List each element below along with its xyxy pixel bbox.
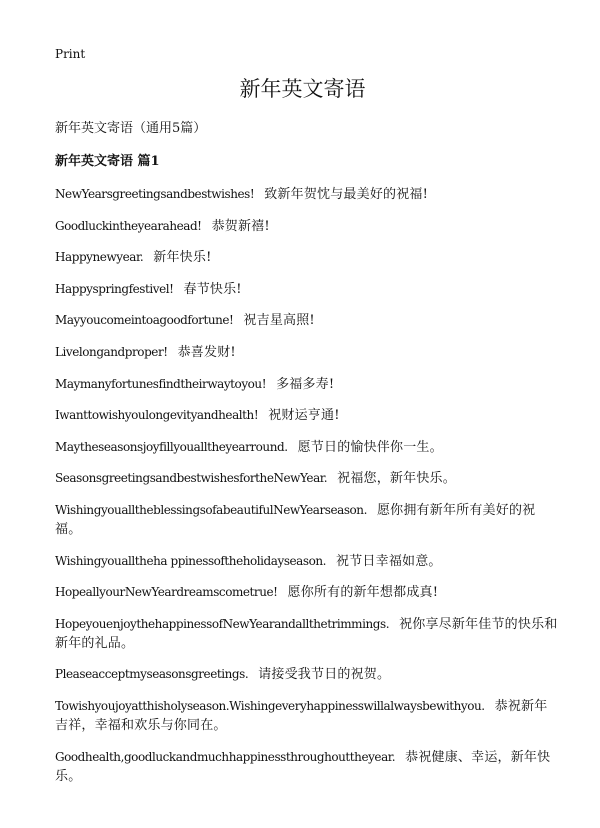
greeting-entry (55, 469, 560, 488)
greeting-chinese: 祝吉星高照! (243, 313, 315, 329)
greeting-entry (55, 665, 560, 684)
greeting-chinese: 春节快乐! (183, 281, 242, 297)
greeting-chinese: 祝你享尽新年佳节的快乐和新年的礼品。 (55, 616, 558, 651)
greeting-chinese: 新年快乐! (153, 250, 212, 266)
greeting-entry (55, 280, 560, 299)
greeting-chinese: 致新年贺忱与最美好的祝福! (264, 187, 429, 202)
greeting-entry (55, 375, 560, 394)
greeting-entry (55, 406, 560, 425)
greeting-chinese: 多福多寿! (276, 376, 335, 392)
greeting-english: HopeallyourNewYeardreamscometrue! (55, 585, 278, 600)
greeting-entry (55, 217, 560, 236)
greeting-english: Maytheseasonsjoyfillyoualltheyearround. (55, 439, 288, 454)
greeting-english: Wishingyoualltheha ppinessoftheholidayseason. (55, 553, 327, 568)
print-label: Print (55, 47, 86, 61)
greeting-english: Pleaseacceptmyseasonsgreetings. (55, 667, 249, 682)
greeting-english: NewYearsgreetingsandbestwishes! (55, 187, 255, 201)
greeting-chinese: 愿你所有的新年想都成真! (287, 585, 439, 601)
greeting-english: SeasonsgreetingsandbestwishesfortheNewYear. (55, 471, 328, 486)
greeting-english: Goodluckintheyearahead! (55, 218, 202, 233)
greeting-english: Maymanyfortunesfindtheirwaytoyou! (55, 376, 267, 391)
greetings-list (55, 185, 560, 786)
greeting-english: Goodhealth,goodluckandmuchhappinessthroughouttheyear. (55, 749, 396, 764)
greeting-chinese: 请接受我节日的祝贺。 (258, 667, 391, 683)
greeting-chinese: 祝节日幸福如意。 (336, 553, 442, 569)
greeting-english: Towishyoujoyatthisholyseason.Wishingeveryhappinesswillalwaysbewithyou. (55, 698, 485, 713)
greeting-chinese: 祝福您，新年快乐。 (337, 471, 456, 487)
greeting-chinese: 恭祝健康、幸运，新年快乐。 (55, 749, 551, 784)
greeting-entry (55, 248, 560, 267)
greeting-entry (55, 311, 560, 330)
greeting-entry (55, 615, 560, 653)
greeting-chinese: 恭喜发财! (177, 344, 236, 360)
section-heading: 新年英文寄语 篇1 (55, 154, 160, 169)
greeting-entry (55, 501, 560, 539)
greeting-english: Happynewyear. (55, 250, 144, 265)
document-subtitle: 新年英文寄语（通用5篇） (55, 121, 207, 136)
greeting-entry (55, 583, 560, 602)
greeting-entry (55, 438, 560, 457)
greeting-chinese: 愿节日的愉快伴你一生。 (297, 439, 443, 455)
greeting-chinese: 恭贺新禧! (211, 218, 270, 234)
greeting-english: Mayyoucomeintoagoodfortune! (55, 313, 234, 328)
greeting-chinese: 祝财运亨通! (268, 408, 340, 424)
greeting-chinese: 恭祝新年吉祥，幸福和欢乐与你同在。 (55, 698, 548, 733)
greeting-chinese: 愿你拥有新年所有美好的祝福。 (55, 502, 536, 537)
greeting-entry (55, 552, 560, 571)
greeting-english: Happyspringfestivel! (55, 281, 174, 296)
greeting-entry (55, 185, 560, 204)
greeting-english: Livelongandproper! (55, 344, 168, 359)
document-title: 新年英文寄语 (239, 77, 366, 101)
greeting-english: WishingyoualltheblessingsofabeautifulNewYearseason. (55, 502, 367, 517)
greeting-english: Iwanttowishyoulongevityandhealth! (55, 408, 259, 423)
greeting-entry (55, 748, 560, 786)
greeting-entry (55, 697, 560, 735)
greeting-entry (55, 343, 560, 362)
greeting-english: HopeyouenjoythehappinessofNewYearandallthetrimmings. (55, 616, 390, 631)
